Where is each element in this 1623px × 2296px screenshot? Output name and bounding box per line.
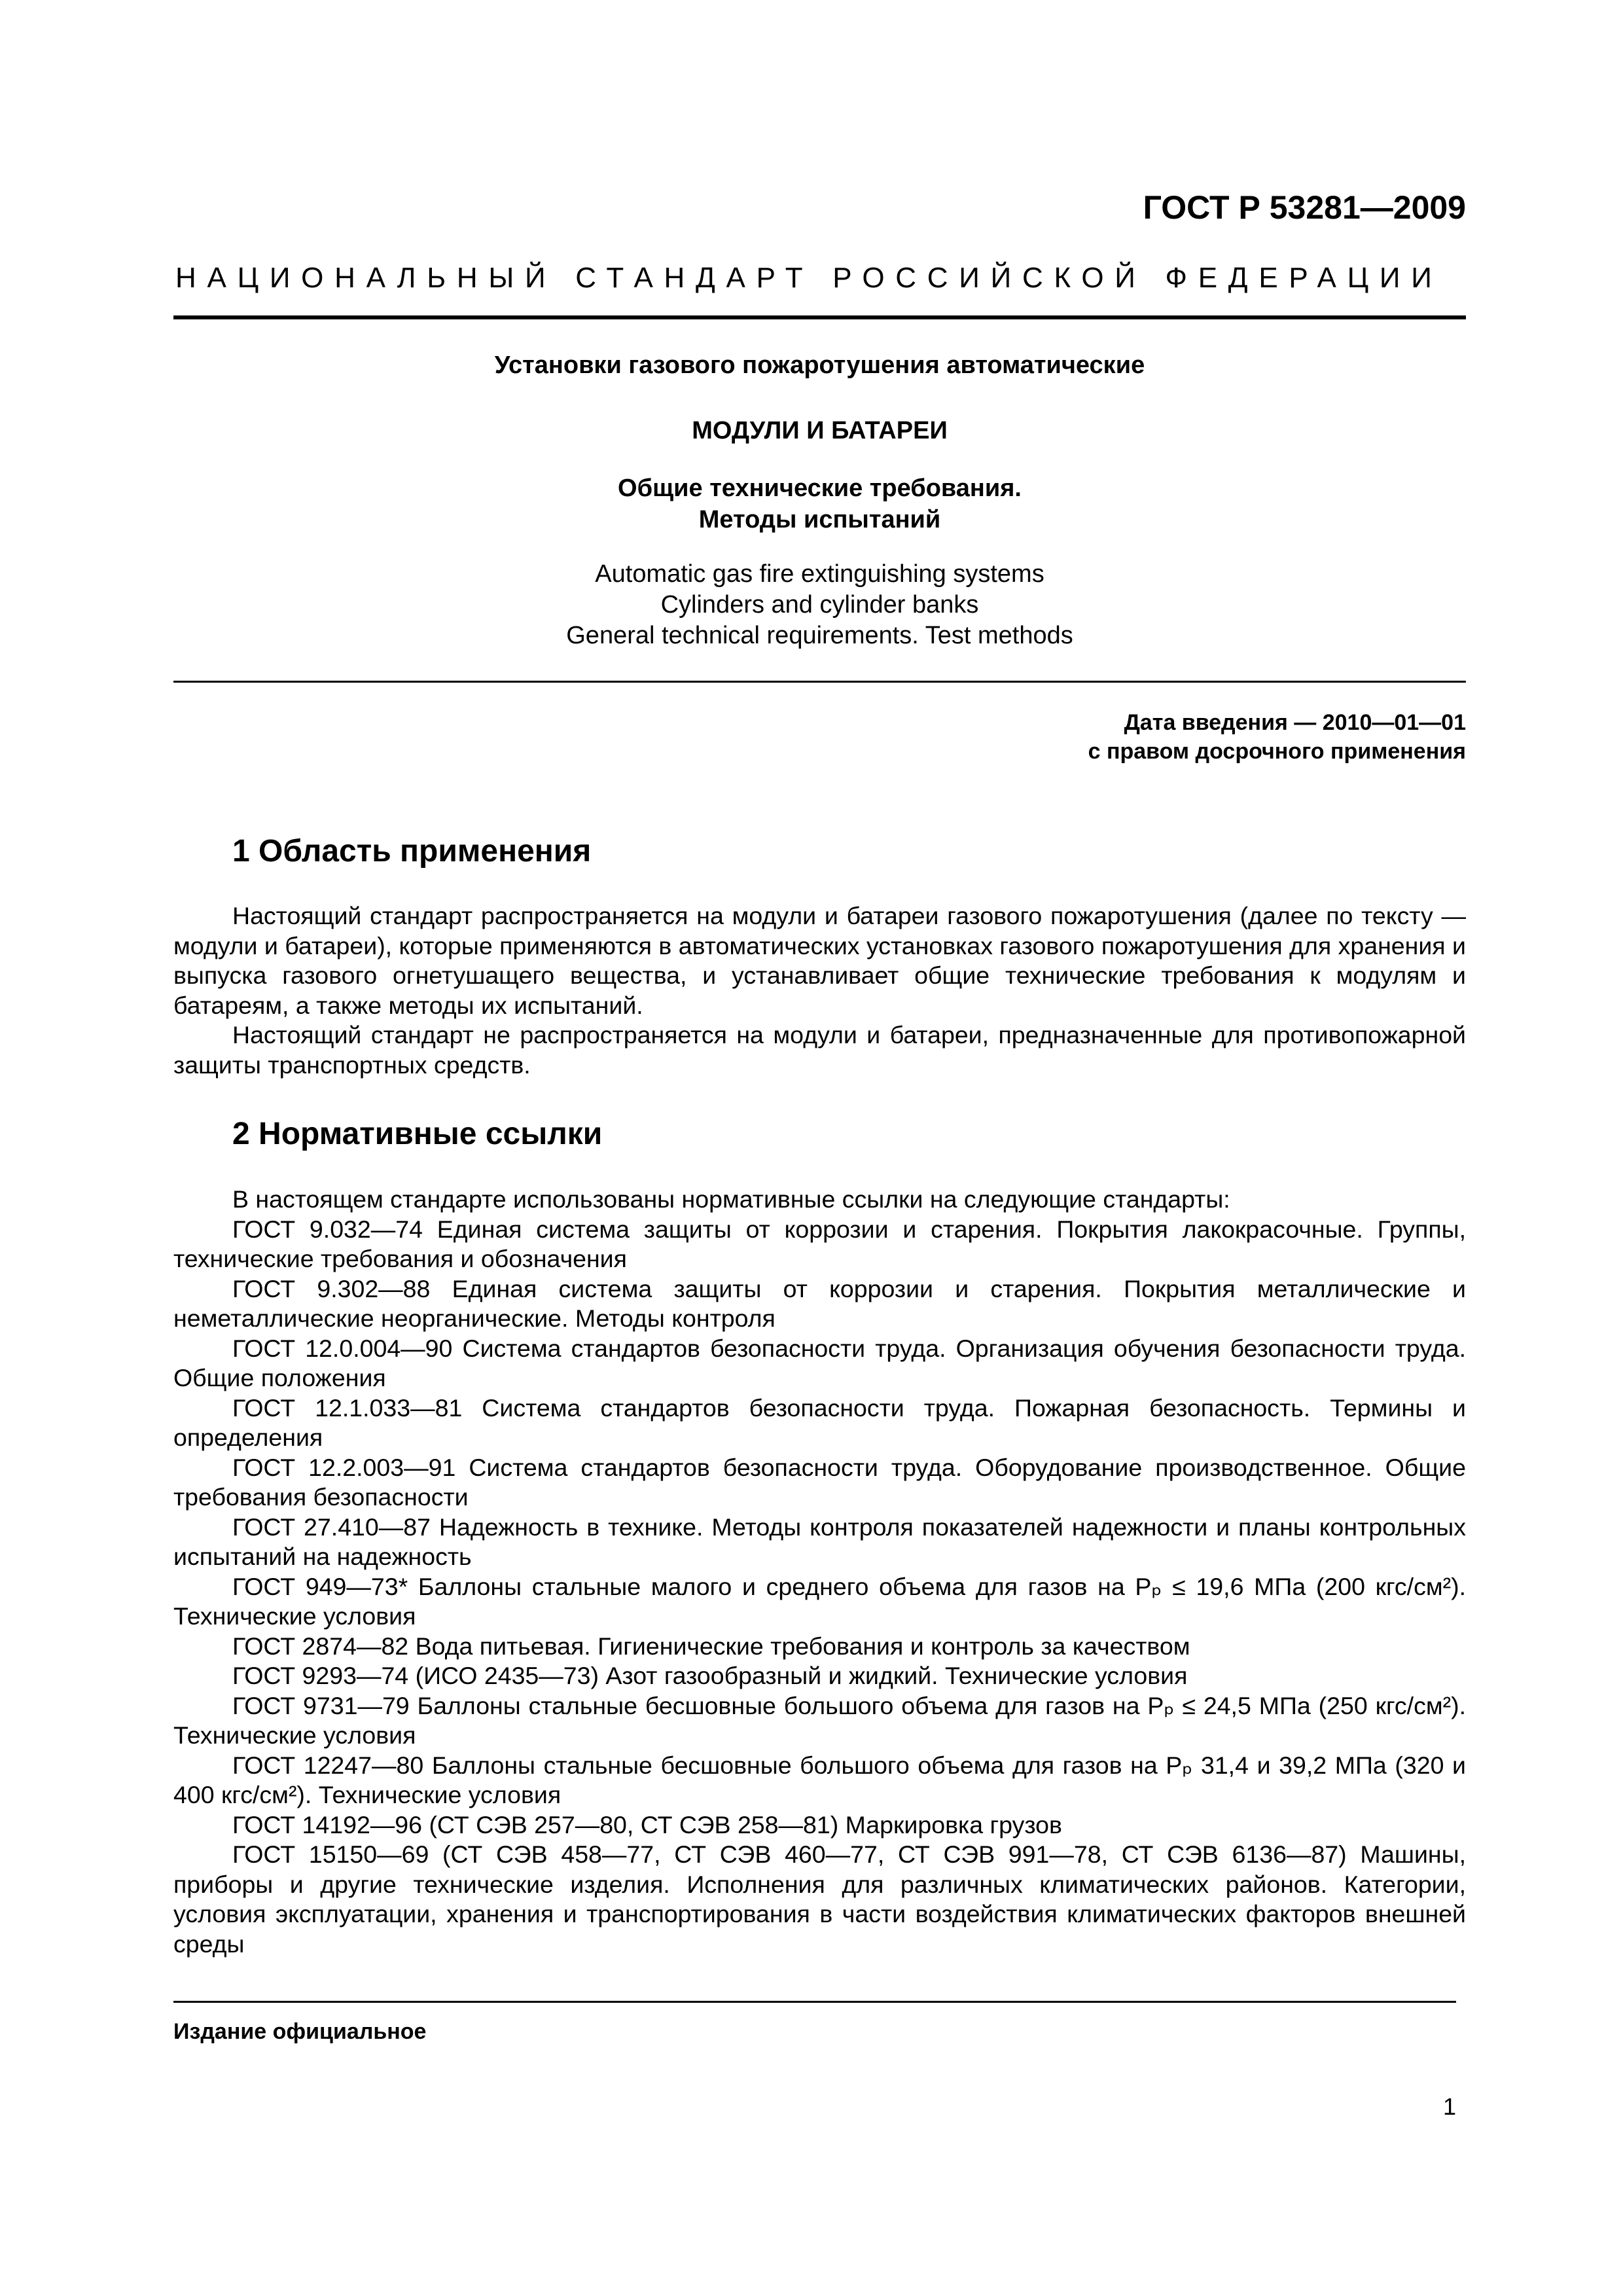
page-number: 1 (1442, 2093, 1456, 2120)
reference-item: ГОСТ 9731—79 Баллоны стальные бесшовные большого объема для газов на Pₚ ≤ 24,5 МПа (250 кгс/см²). Технические условия (173, 1691, 1466, 1749)
reference-item: ГОСТ 9.302—88 Единая система защиты от коррозии и старения. Покрытия металлические и неметаллические неорганические. Методы контроля (173, 1274, 1466, 1332)
section-1-heading: 1 Область применения (232, 834, 592, 869)
title-line-3b: Методы испытаний (698, 506, 941, 533)
section-2-body (173, 1185, 1466, 1959)
english-title-line-2: Cylinders and cylinder banks (660, 591, 979, 619)
reference-intro: В настоящем стандарте использованы нормативные ссылки на следующие стандарты: (232, 1185, 1230, 1213)
english-title (173, 559, 1466, 651)
reference-item: ГОСТ 14192—96 (СТ СЭВ 257—80, СТ СЭВ 258—81) Маркировка грузов (232, 1810, 1062, 1839)
title-line-3a: Общие технические требования. (618, 475, 1022, 502)
reference-item: ГОСТ 12247—80 Баллоны стальные бесшовные большого объема для газов на Pₚ 31,4 и 39,2 МПа (320 и 400 кгс/см²). Технические условия (173, 1751, 1466, 1808)
reference-item: ГОСТ 12.0.004—90 Система стандартов безопасности труда. Организация обучения безопасности труда. Общие положения (173, 1334, 1466, 1391)
reference-item: ГОСТ 12.1.033—81 Система стандартов безопасности труда. Пожарная безопасность. Термины и определения (173, 1393, 1466, 1451)
introduction-date: Дата введения — 2010—01—01 (1124, 710, 1466, 735)
national-standard-heading: НАЦИОНАЛЬНЫЙ СТАНДАРТ РОССИЙСКОЙ ФЕДЕРАЦИИ (175, 262, 1443, 294)
paragraph: Настоящий стандарт не распространяется на модули и батареи, предназначенные для противопожарной защиты транспортных средств. (173, 1021, 1466, 1079)
standard-code: ГОСТ Р 53281—2009 (1143, 189, 1466, 226)
paragraph: Настоящий стандарт распространяется на модули и батареи газового пожаротушения (далее по тексту — модули и батареи), которые применяются в автоматических установках газового пожаротушения для хранения и выпуска газового огнетушащего вещества, и устанавливает общие технические требования к модулям и батареям, а также методы их испытаний. (173, 902, 1466, 1019)
english-title-line-3: General technical requirements. Test methods (566, 622, 1073, 649)
reference-item: ГОСТ 15150—69 (СТ СЭВ 458—77, СТ СЭВ 460—77, СТ СЭВ 991—78, СТ СЭВ 6136—87) Машины, приборы и другие технические изделия. Исполнения для различных климатических районов. Категории, условия эксплуатации, хранения и транспортирования в части воздействия климатических факторов внешней среды (173, 1840, 1466, 1958)
reference-item: ГОСТ 9.032—74 Единая система защиты от коррозии и старения. Покрытия лакокрасочные. Группы, технические требования и обозначения (173, 1215, 1466, 1272)
section-2-heading: 2 Нормативные ссылки (232, 1117, 603, 1151)
official-edition-label: Издание официальное (173, 2019, 427, 2044)
title-line-2: МОДУЛИ И БАТАРЕИ (692, 417, 948, 444)
section-1-body (173, 901, 1466, 1080)
middle-rule (173, 681, 1466, 683)
early-application-note: с правом досрочного применения (1088, 739, 1466, 764)
title-line-3 (173, 473, 1466, 535)
reference-item: ГОСТ 9293—74 (ИСО 2435—73) Азот газообразный и жидкий. Технические условия (232, 1662, 1188, 1689)
english-title-line-1: Automatic gas fire extinguishing systems (595, 560, 1044, 588)
footer-rule (173, 2001, 1456, 2003)
title-line-1: Установки газового пожаротушения автоматические (494, 351, 1145, 379)
reference-item: ГОСТ 2874—82 Вода питьевая. Гигиенические требования и контроль за качеством (232, 1632, 1190, 1660)
top-rule (173, 315, 1466, 319)
reference-item: ГОСТ 949—73* Баллоны стальные малого и среднего объема для газов на Pₚ ≤ 19,6 МПа (200 кгс/см²). Технические условия (173, 1572, 1466, 1630)
introduction-date-block (1088, 708, 1466, 766)
reference-item: ГОСТ 27.410—87 Надежность в технике. Методы контроля показателей надежности и планы контрольных испытаний на надежность (173, 1513, 1466, 1570)
reference-item: ГОСТ 12.2.003—91 Система стандартов безопасности труда. Оборудование производственное. Общие требования безопасности (173, 1453, 1466, 1511)
